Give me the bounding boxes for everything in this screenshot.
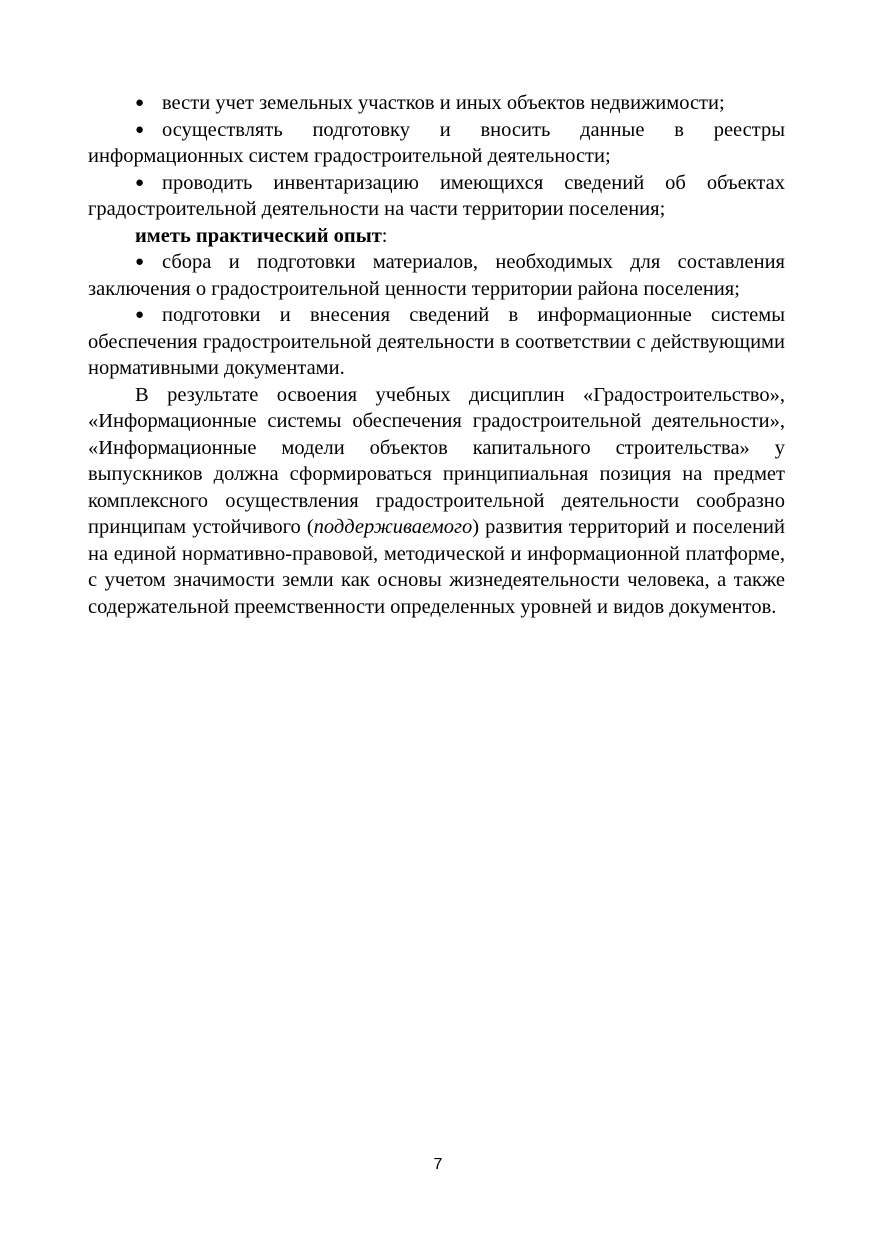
bullet-icon: ●	[135, 174, 145, 191]
bullet-icon: ●	[135, 95, 145, 111]
list-item	[88, 302, 785, 382]
page-number: 7	[433, 1156, 443, 1173]
list-item-text: проводить инвентаризацию имеющихся сведений об объектах градостроительной деятельности на части территории поселения;	[88, 171, 785, 220]
page-body	[88, 90, 785, 620]
bullet-icon: ●	[135, 254, 145, 270]
list-item	[88, 90, 785, 117]
list-item	[88, 170, 785, 223]
list-item-text: сбора и подготовки материалов, необходимых для составления заключения о градостроительной ценности территории района поселения;	[88, 251, 785, 300]
paragraph-italic-term: поддерживаемого	[313, 516, 473, 538]
list-item-text: подготовки и внесения сведений в информационные системы обеспечения градостроительной деятельности в соответствии с действующими нормативными документами.	[88, 304, 785, 379]
summary-paragraph	[88, 382, 785, 621]
list-item	[88, 249, 785, 302]
section-heading-colon: :	[381, 224, 388, 247]
list-item-text: осуществлять подготовку и вносить данные в реестры информационных систем градостроительной деятельности;	[88, 118, 785, 167]
list-item-text: вести учет земельных участков и иных объектов недвижимости;	[162, 92, 725, 114]
section-heading	[88, 223, 785, 250]
list-item	[88, 117, 785, 170]
bullet-icon: ●	[135, 121, 145, 138]
paragraph-text-part1: В результате освоения учебных дисциплин «Градостроительство», «Информационные системы обеспечения градостроительной деятельности», «Информационные модели объектов капитального строительства» у выпускников должна сформироваться принципиальная позиция на предмет комплексного осуществления градостроительной деятельности сообразно принципам устойчивого (	[88, 383, 785, 538]
section-heading-bold: иметь практический опыт	[135, 224, 382, 247]
paragraph-text-part2: ) развития территорий и поселений на единой нормативно-правовой, методической и информационной платформе, с учетом значимости земли как основы жизнедеятельности человека, а также содержательной преемственности определенных уровней и видов документов.	[88, 516, 785, 618]
bullet-icon: ●	[135, 307, 145, 323]
